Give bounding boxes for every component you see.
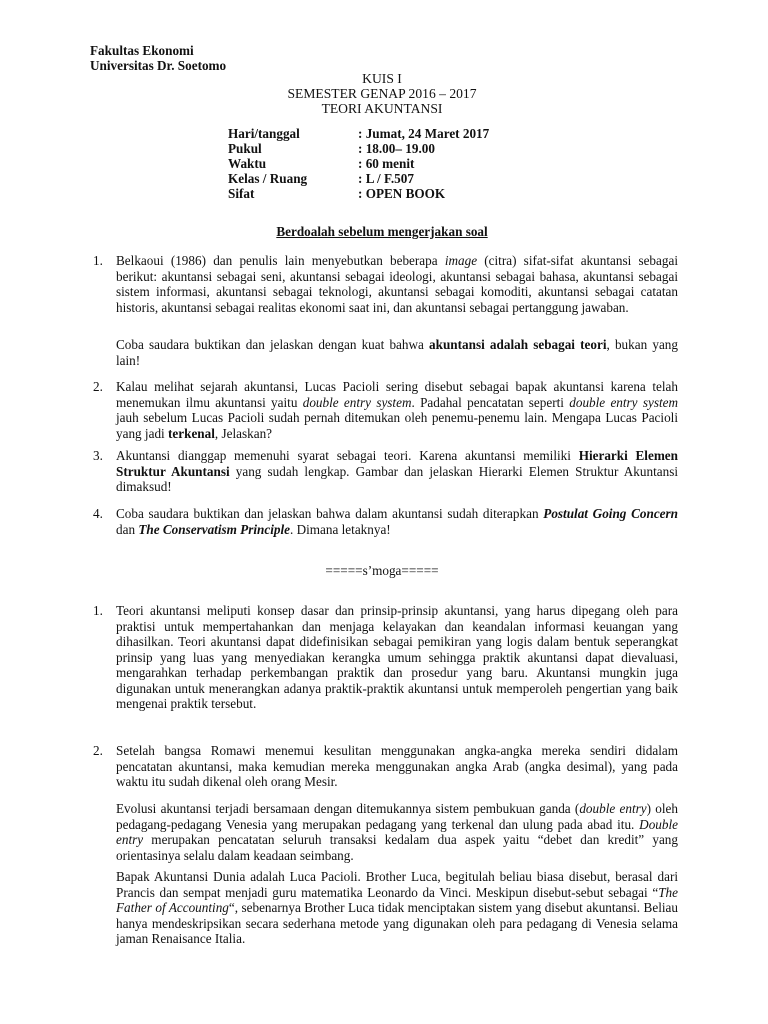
question-3: [116, 448, 678, 495]
course-title: TEORI AKUNTANSI: [321, 101, 443, 116]
question-number: 1.: [93, 253, 103, 268]
prayer-instruction: Berdoalah sebelum mengerjakan soal: [276, 224, 488, 239]
q2-text: Kalau melihat sejarah akuntansi, Lucas Pacioli sering disebut sebagai bapak akuntansi karena telah menemukan ilmu akuntansi yaitu: [116, 379, 678, 410]
info-label: Hari/tanggal: [228, 126, 300, 141]
q3-bold: Hierarki Elemen Struktur Akuntansi: [116, 448, 678, 479]
a2-emph: Double entry: [116, 816, 678, 847]
info-value: : L / F.507: [358, 171, 414, 186]
info-value: : 18.00– 19.00: [358, 141, 435, 156]
question-number: 4.: [93, 506, 103, 521]
exam-info-table: [228, 126, 489, 201]
info-label: Sifat: [228, 186, 255, 201]
question-1: [116, 253, 678, 315]
semester-title: SEMESTER GENAP 2016 – 2017: [287, 86, 477, 101]
q4-text: dan: [116, 521, 139, 537]
q2-emph: double entry system: [302, 394, 412, 410]
answer-1: Teori akuntansi meliputi konsep dasar dan prinsip-prinsip akuntansi, yang harus dipegang oleh para praktisi untuk mempertahankan dan menjaga kelayakan dan keandalan informasi keuangan yang dihasilkan. Teori akuntansi dapat didefinisikan sebagai pemikiran yang logis dalam bentuk seperangkat prinsip yang luas yang menyediakan kerangka umum sehingga praktik akuntansi dapat dievaluasi, mengarahkan terhadap perkembangan praktik dan prosedur yang baru. Akuntansi mungkin juga digunakan untuk menerangkan adanya praktik-praktik akuntansi untuk memperoleh pengertian yang baik mengenai praktik tersebut.: [116, 603, 678, 711]
q2-emph: double entry system: [569, 394, 678, 410]
q3-text: Akuntansi dianggap memenuhi syarat sebagai teori. Karena akuntansi memiliki: [116, 448, 579, 463]
q4-bold-italic: Postulat Going Concern: [543, 506, 679, 521]
info-row-date: [228, 126, 489, 141]
q1-text: Belkaoui (1986) dan penulis lain menyebutkan beberapa: [116, 253, 445, 268]
a2-text: Bapak Akuntansi Dunia adalah Luca Pacioli. Brother Luca, begitulah beliau biasa disebut, berasal dari Prancis dan sempat menjadi guru matematika Leonardo da Vinci. Meskipun disebut-sebut sebagai “: [116, 869, 678, 900]
institution-block: [90, 43, 226, 73]
q1-task-text: , bukan yang lain!: [116, 337, 678, 368]
info-row-duration: [228, 156, 489, 171]
a2-text: Evolusi akuntansi terjadi bersamaan dengan ditemukannya sistem pembukuan ganda (: [116, 801, 580, 816]
a2-text: merupakan pencatatan seluruh transaksi kedalam dua aspek yaitu “debet dan kredit” yang orientasinya selalu dalam keadaan seimbang.: [116, 832, 678, 863]
university-name: Universitas Dr. Soetomo: [90, 58, 227, 73]
question-number: 2.: [93, 379, 103, 394]
closing-divider: =====s’moga=====: [325, 563, 439, 578]
q2-text: , Jelaskan?: [214, 425, 273, 441]
a2-text: ) oleh pedagang-pedagang Venesia yang merupakan pedagang yang terkenal dan ulung pada abad itu.: [116, 801, 678, 832]
q2-bold: terkenal: [168, 425, 215, 441]
q2-text: . Padahal pencatatan seperti: [411, 394, 570, 410]
question-4: [116, 506, 678, 537]
question-2: [116, 379, 678, 441]
answer-number: 1.: [93, 603, 103, 618]
a2-text: “, sebenarnya Brother Luca tidak menciptakan sistem yang disebut akuntansi. Beliau hanya mendeskripsikan secara sederhana metode yang digunakan oleh para pedagang di Venesia selama jaman Renaisance Italia.: [116, 900, 678, 946]
answer-2-paragraph-3: [116, 869, 678, 947]
info-label: Pukul: [228, 141, 262, 156]
q4-bold-italic: The Conservatism Principle: [138, 521, 290, 537]
info-value: : Jumat, 24 Maret 2017: [358, 126, 490, 141]
info-label: Waktu: [228, 156, 267, 171]
q3-text: yang sudah lengkap. Gambar dan jelaskan Hierarki Elemen Struktur Akuntansi dimaksud!: [116, 463, 678, 494]
info-row-room: [228, 171, 489, 186]
faculty-name: Fakultas Ekonomi: [90, 43, 194, 58]
q1-text: (citra) sifat-sifat akuntansi sebagai berikut: akuntansi sebagai seni, akuntansi sebagai ideologi, akuntansi sebagai bahasa, akuntansi sebagai sistem informasi, akuntansi sebagai teknologi, akuntansi sebagai komoditi, akuntansi sebagai catatan historis, akuntansi sebagai realitas ekonomi saat ini, dan akuntansi sebagai pertanggung jawaban.: [116, 253, 678, 315]
a2-emph: The Father of Accounting: [116, 884, 678, 915]
quiz-title-block: [200, 71, 564, 116]
quiz-title: KUIS I: [362, 71, 402, 86]
answer-2-paragraph-1: Setelah bangsa Romawi menemui kesulitan menggunakan angka-angka mereka sendiri didalam pencatatan akuntansi, maka kemudian mereka menggunakan angka Arab (angka desimal), yang pada waktu itu sudah dikenal oleh orang Mesir.: [116, 743, 678, 789]
q1-task-text: Coba saudara buktikan dan jelaskan dengan kuat bahwa: [116, 337, 430, 352]
q1-task-emph: akuntansi adalah sebagai teori: [429, 337, 607, 352]
answer-number: 2.: [93, 743, 103, 758]
question-1-task: [116, 337, 678, 368]
info-row-nature: [228, 186, 489, 201]
answer-2-paragraph-2: [116, 801, 678, 863]
q4-text: Coba saudara buktikan dan jelaskan bahwa dalam akuntansi sudah diterapkan: [116, 506, 544, 521]
a2-emph: double entry: [579, 801, 647, 816]
info-value: : OPEN BOOK: [358, 186, 446, 201]
q1-emph: image: [444, 253, 478, 268]
info-row-time: [228, 141, 489, 156]
question-number: 3.: [93, 448, 103, 463]
info-label: Kelas / Ruang: [228, 171, 308, 186]
q2-text: jauh sebelum Lucas Pacioli sudah pernah ditemukan oleh penemu-penemu lain. Mengapa Lucas Pacioli yang jadi: [116, 410, 678, 441]
q4-text: . Dimana letaknya!: [290, 521, 391, 537]
info-value: : 60 menit: [358, 156, 415, 171]
